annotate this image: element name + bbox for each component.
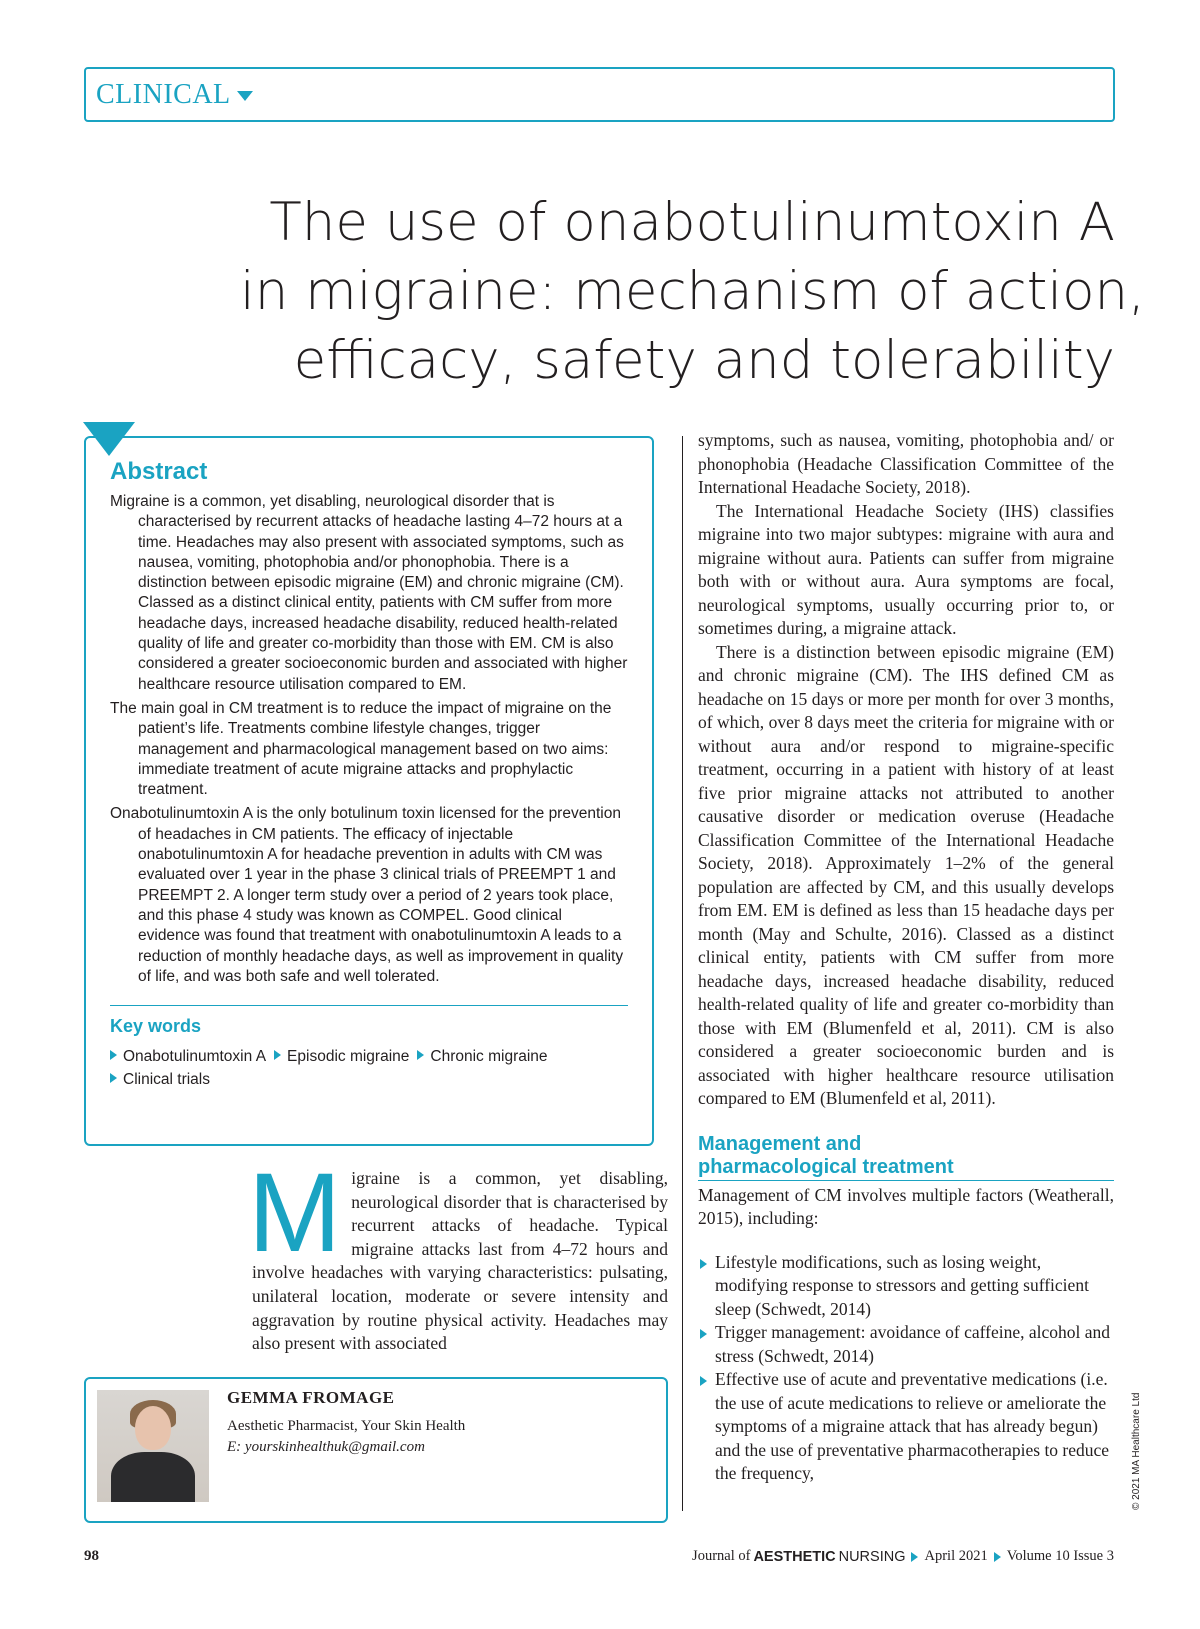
right-column [698,429,1114,1486]
divider [110,1005,628,1006]
author-email: E: yourskinhealthuk@gmail.com [227,1439,425,1455]
author-box [84,1377,668,1523]
title-line-2: in migraine: mechanism of action, [240,261,1145,322]
article-title [240,188,1145,395]
keyword: Clinical trials [110,1068,210,1091]
abstract-paragraph: Onabotulinumtoxin A is the only botulinum toxin licensed for the prevention of headaches in CM patients. The efficacy of injectable onabotulinumtoxin A for headache prevention in adults with CM was evaluated over 1 year in the phase 3 clinical trials of PREEMPT 1 and PREEMPT 2. A longer term study over a period of 2 years took place, and this phase 4 study was known as COMPEL. Good clinical evidence was found that treatment with onabotulinumtoxin A leads to a reduction of monthly headache days, as well as improvement in quality of life, and was both safe and well tolerated. [110,805,624,985]
intro-paragraph [248,1150,668,1356]
triangle-bullet-icon [110,1050,117,1060]
keyword: Chronic migraine [417,1045,547,1068]
author-name: GEMMA FROMAGE [227,1388,395,1407]
keyword: Onabotulinumtoxin A [110,1045,266,1068]
triangle-separator-icon [994,1552,1001,1562]
keywords-heading: Key words [110,1016,202,1037]
section-heading: Management and pharmacological treatment [698,1132,954,1178]
abstract-heading: Abstract [110,458,208,485]
bullet-list [698,1251,1114,1486]
list-item: Lifestyle modifications, such as losing weight, modifying response to stressors and getting sufficient sleep (Schwedt, 2014) [698,1251,1114,1322]
section-label: CLINICAL [96,78,231,110]
body-paragraph: The International Headache Society (IHS) classifies migraine into two major subtypes: migraine with aura and migraine without aura. Patients can suffer from migraine both with or without aura. Aura symptoms are focal, neurological symptoms, usually occurring prior to, or sometimes during, a migraine attack. [698,500,1114,638]
body-paragraph: symptoms, such as nausea, vomiting, photophobia and/ or phonophobia (Headache Classification Committee of the International Headache Society, 2018). [698,430,1114,497]
triangle-bullet-icon [417,1050,424,1060]
section-header [84,67,1115,122]
triangle-bullet-icon [700,1259,707,1269]
keywords-list [110,1045,628,1091]
avatar [97,1390,209,1502]
journal-footer: Journal of AESTHETIC NURSING April 2021 Volume 10 Issue 3 [692,1548,1114,1565]
divider [698,1180,1114,1181]
drop-cap: M [248,1150,342,1275]
copyright-notice: © 2021 MA Healthcare Ltd [1131,1392,1142,1510]
abstract-notch-icon [83,422,135,456]
list-item: Effective use of acute and preventative medications (i.e. the use of acute medications to relieve or ameliorate the symptoms of a migraine attack that has already begun) and the use of preventative pharmacotherapies to reduce the frequency, [698,1368,1114,1486]
triangle-bullet-icon [274,1050,281,1060]
list-item: Trigger management: avoidance of caffeine, alcohol and stress (Schwedt, 2014) [698,1321,1114,1368]
column-divider [682,436,683,1511]
caret-down-icon [237,91,253,101]
triangle-bullet-icon [700,1376,707,1386]
intro-text: igraine is a common, yet disabling, neurological disorder that is characterised by recurrent attacks of headache. Typical migraine attacks last from 4–72 hours and involve headaches with varying characteristics: pulsating, unilateral location, moderate or severe intensity and aggravation by routine physical activity. Headaches may also present with associated [252,1168,668,1354]
title-line-3: efficacy, safety and tolerability [293,330,1115,391]
abstract-box [84,436,654,1146]
abstract-paragraph: Migraine is a common, yet disabling, neurological disorder that is characterised by recurrent attacks of headache lasting 4–72 hours at a time. Headaches may also present with associated symptoms, such as nausea, vomiting, photophobia and/or phonophobia. There is a distinction between episodic migraine (EM) and chronic migraine (CM). Classed as a distinct clinical entity, patients with CM suffer from more headache days, increased headache disability, reduced health-related quality of life and greater co-morbidity than those with EM. CM is also considered a greater socioeconomic burden and associated with higher healthcare resource utilisation compared to EM. [110,493,628,693]
triangle-bullet-icon [700,1329,707,1339]
page-number: 98 [84,1548,99,1564]
keyword: Episodic migraine [274,1045,409,1068]
triangle-bullet-icon [110,1073,117,1083]
body-paragraph: Management of CM involves multiple factors (Weatherall, 2015), including: [698,1184,1114,1228]
author-role: Aesthetic Pharmacist, Your Skin Health [227,1418,466,1434]
abstract-paragraph: The main goal in CM treatment is to reduce the impact of migraine on the patient’s life. Treatments combine lifestyle changes, trigger management and pharmacological management based on two aims: immediate treatment of acute migraine attacks and prophylactic treatment. [110,699,612,799]
triangle-separator-icon [911,1552,918,1562]
title-line-1: The use of onabotulinumtoxin A [269,192,1115,253]
body-paragraph: There is a distinction between episodic migraine (EM) and chronic migraine (CM). The IHS defined CM as headache on 15 days or more per month for over 3 months, of which, over 8 days meet the criteria for migraine with or without aura and/or respond to migraine-specific treatment, occurring in a patient with history of at least five prior migraine attacks not attributed to another causative disorder or medication overuse (Headache Classification Committee of the International Headache Society, 2018). Approximately 1–2% of the general population are affected by CM, and this usually develops from EM. EM is defined as less than 15 headache days per month (May and Schulte, 2016). Classed as a distinct clinical entity, patients with CM suffer from more headache days, increased headache disability, reduced health-related quality of life and greater co-morbidity than those with EM (Blumenfeld et al, 2011). CM is also considered a greater socioeconomic burden and is associated with higher healthcare resource utilisation compared to EM (Blumenfeld et al, 2011). [698,641,1114,1108]
